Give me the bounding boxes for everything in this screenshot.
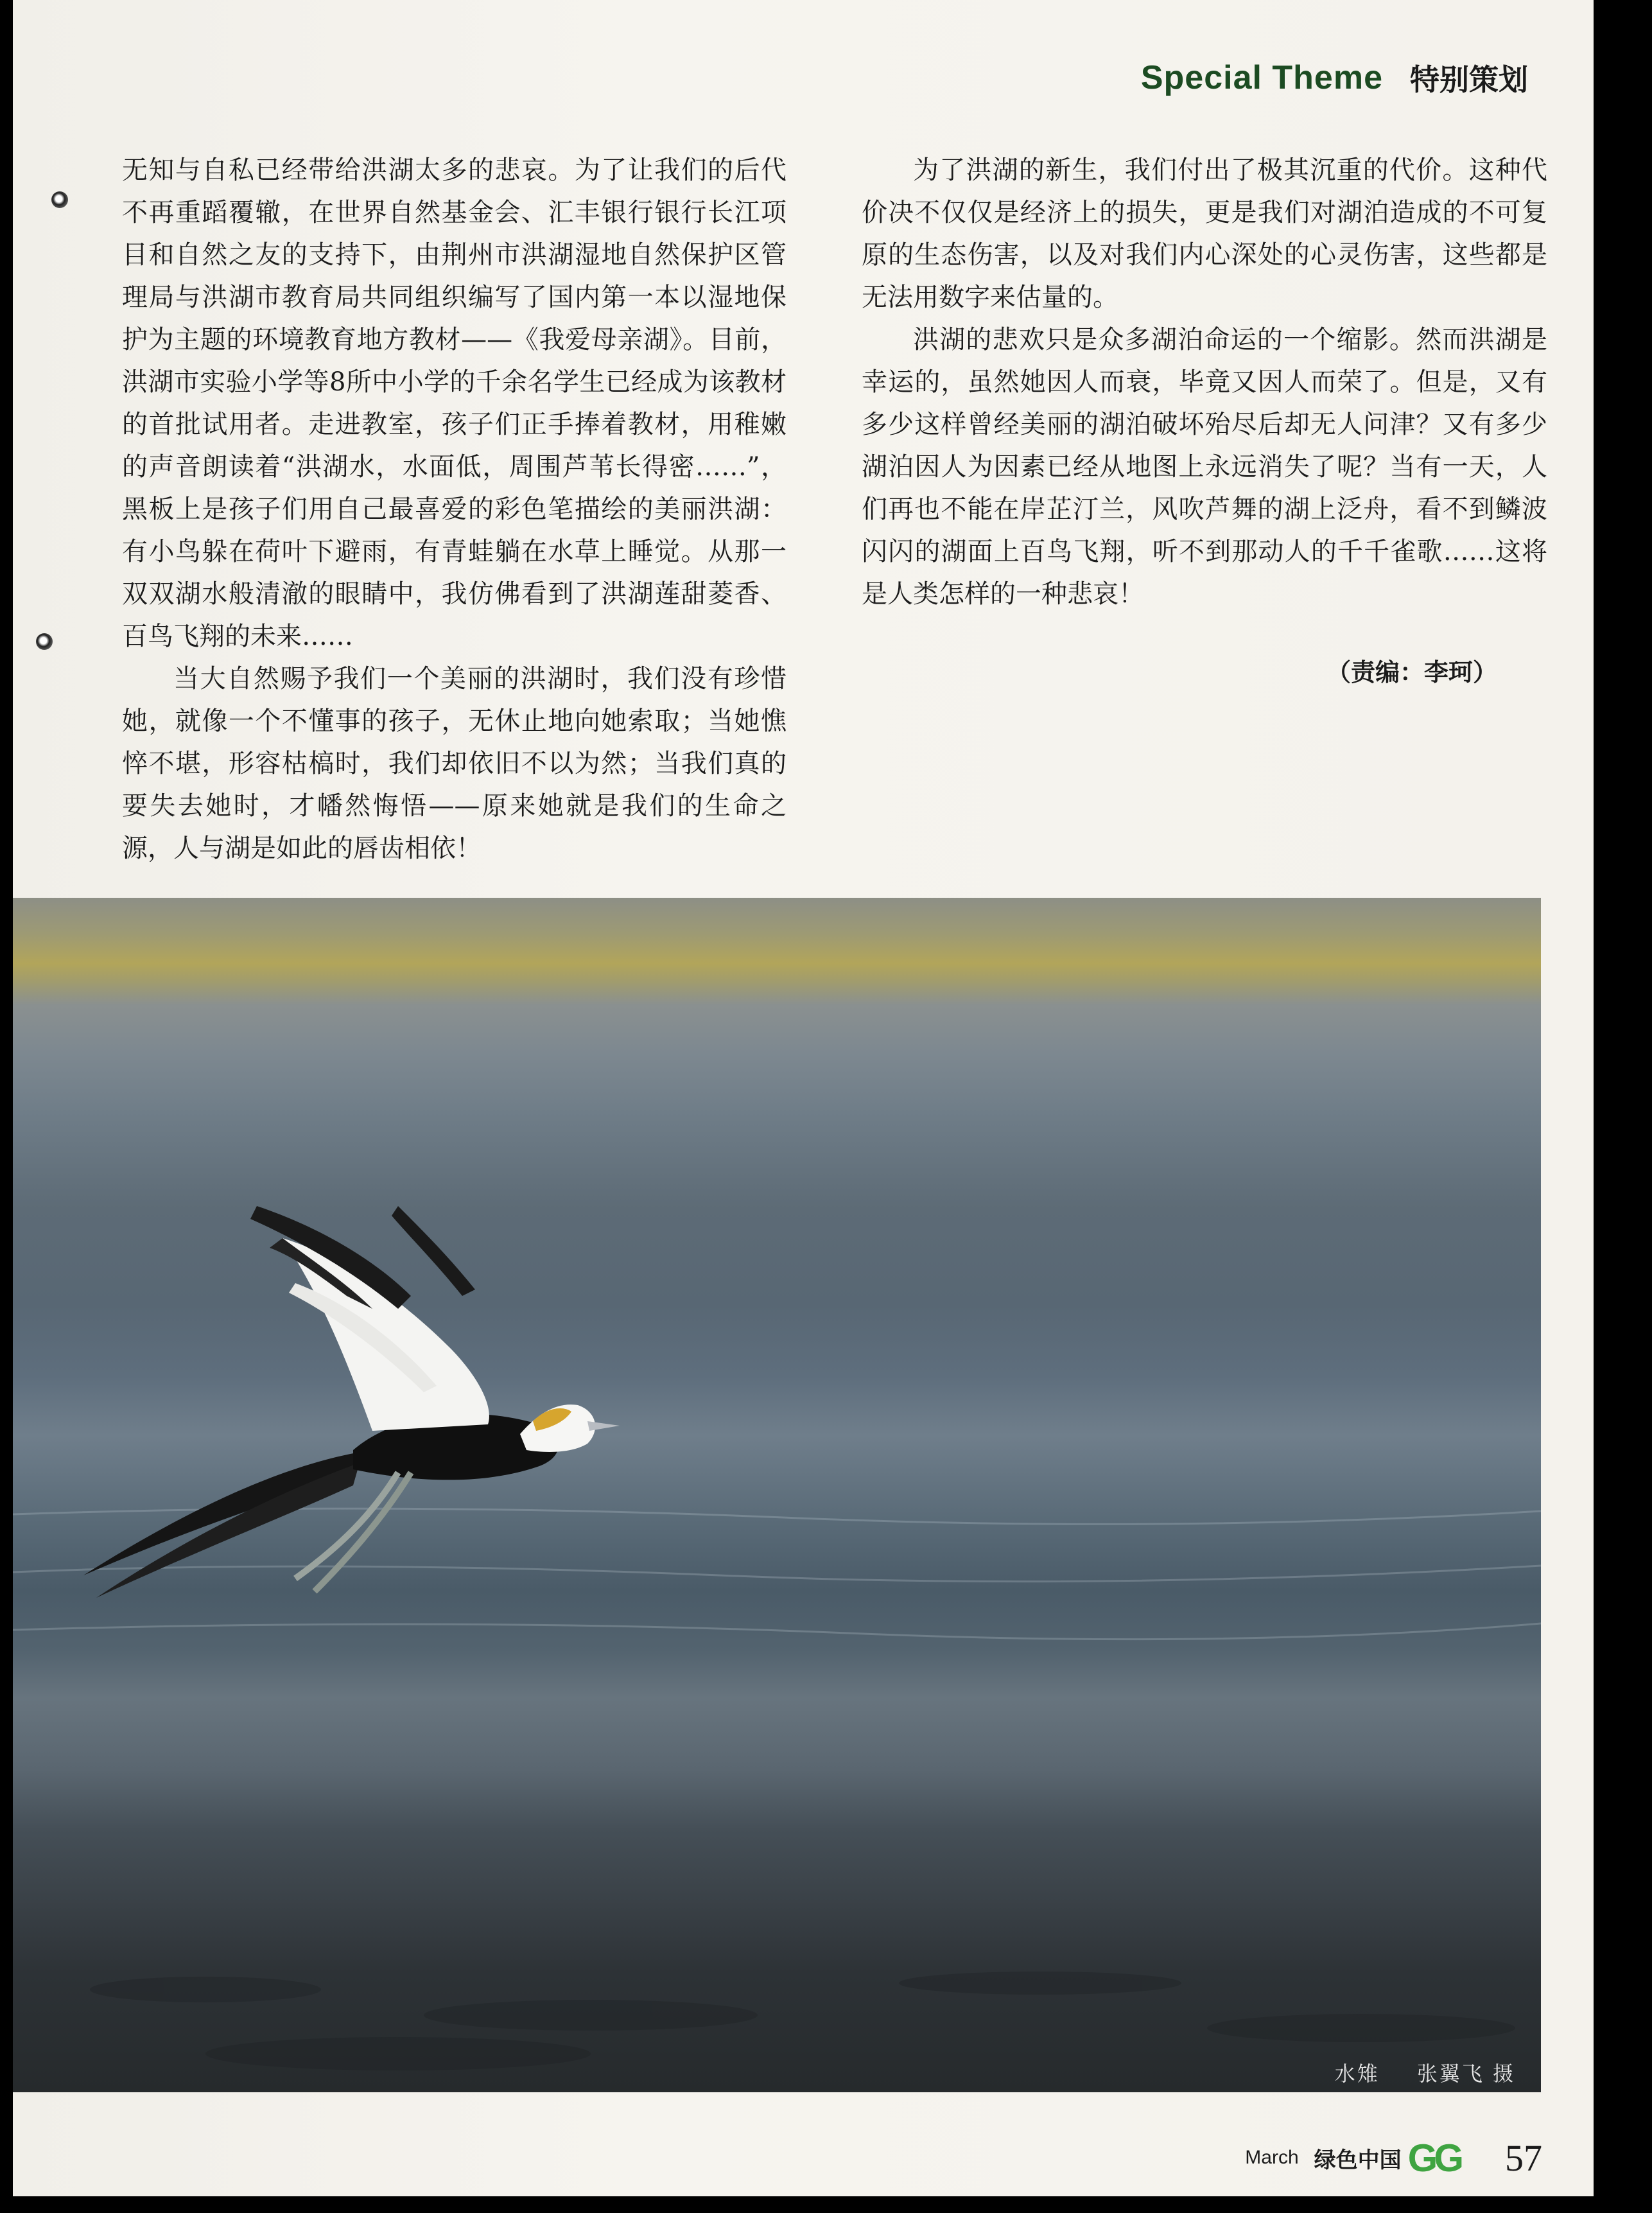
magazine-logo: GG [1407,2136,1460,2180]
footer-month: March [1245,2147,1299,2168]
photo-caption-credit: 张翼飞 摄 [1416,2061,1515,2086]
page-footer [1245,2132,1542,2183]
article-paragraph: 当大自然赐予我们一个美丽的洪湖时，我们没有珍惜她，就像一个不懂事的孩子，无休止地向她索取；当她憔悴不堪，形容枯槁时，我们却依旧不以为然；当我们真的要失去她时，才幡然悔悟——原来她就是我们的生命之源，人与湖是如此的唇齿相依！ [122,664,787,863]
photo-caption [1335,2058,1515,2087]
article-right-column [862,149,1547,615]
editor-credit: （责编：李珂） [1326,658,1497,687]
article-paragraph: 无知与自私已经带给洪湖太多的悲哀。为了让我们的后代不再重蹈覆辙，在世界自然基金会、汇丰银行银行长江项目和自然之友的支持下，由荆州市洪湖湿地自然保护区管理局与洪湖市教育局共同组织编写了国内第一本以湿地保护为主题的环境教育地方教材——《我爱母亲湖》。目前，洪湖市实验小学等8所中小学的千余名学生已经成为该教材的首批试用者。走进教室，孩子们正手捧着教材，用稚嫩的声音朗读着“洪湖水，水面低，周围芦苇长得密……”，黑板上是孩子们用自己最喜爱的彩色笔描绘的美丽洪湖：有小鸟躲在荷叶下避雨，有青蛙躺在水草上睡觉。从那一双双湖水般清澈的眼睛中，我仿佛看到了洪湖莲甜菱香、百鸟飞翔的未来…… [122,155,787,651]
article-paragraph: 为了洪湖的新生，我们付出了极其沉重的代价。这种代价决不仅仅是经济上的损失，更是我们对湖泊造成的不可复原的生态伤害，以及对我们内心深处的心灵伤害，这些都是无法用数字来估量的。 [862,155,1547,312]
pheasant-tailed-jacana-photo [13,898,1541,2092]
magazine-page [13,0,1594,2196]
photo-caption-subject: 水雉 [1334,2061,1380,2086]
section-title-cn: 特别策划 [1410,62,1528,97]
article-left-column [122,149,787,870]
article-paragraph: 洪湖的悲欢只是众多湖泊命运的一个缩影。然而洪湖是幸运的，虽然她因人而衰，毕竟又因人而荣了。但是，又有多少这样曾经美丽的湖泊破坏殆尽后却无人问津？又有多少湖泊因人为因素已经从地图上永远消失了呢？当有一天，人们再也不能在岸芷汀兰，风吹芦舞的湖上泛舟，看不到鳞波闪闪的湖面上百鸟飞翔，听不到那动人的千千雀歌……这将是人类怎样的一种悲哀！ [862,325,1547,609]
bird-illustration [13,898,1541,2092]
section-header [1141,55,1528,100]
magazine-name: 绿色中国 [1314,2147,1402,2173]
section-title-en: Special Theme [1140,59,1383,96]
binder-hole [36,633,53,650]
page-number: 57 [1505,2137,1542,2179]
binder-hole [51,191,68,208]
